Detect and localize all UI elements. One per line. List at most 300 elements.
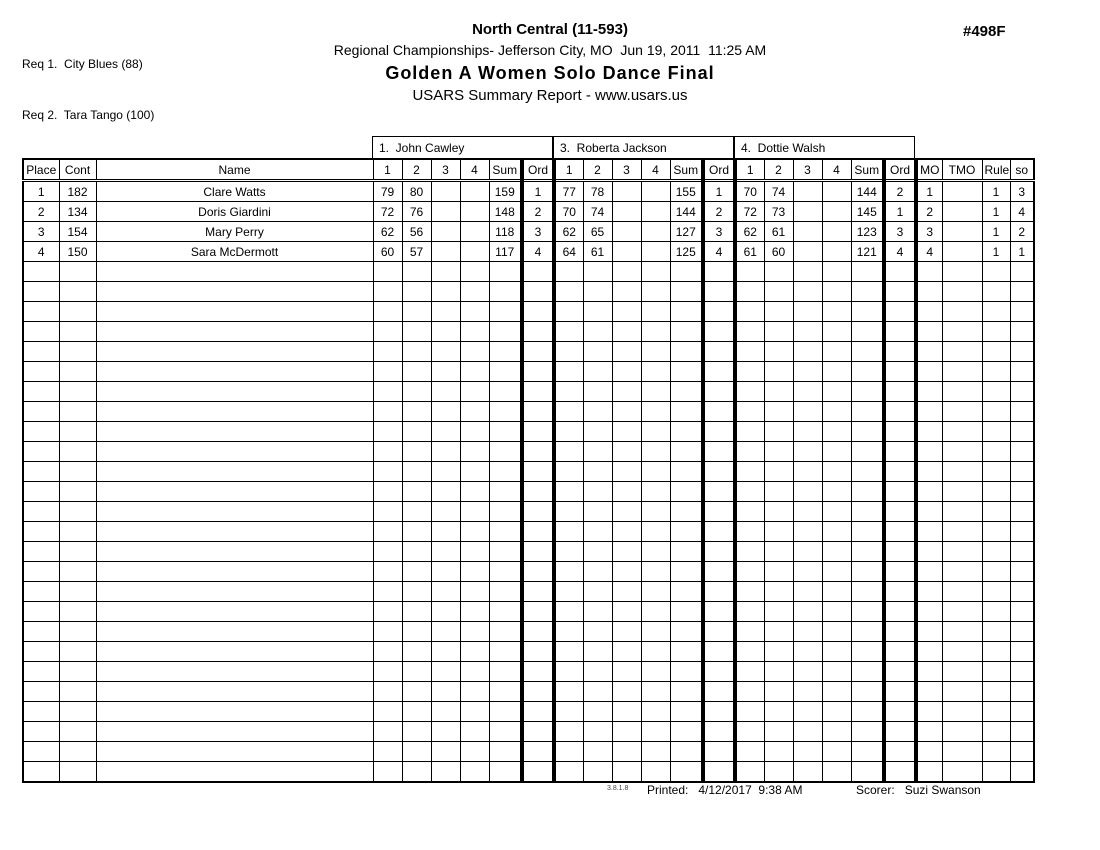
sum-value: 144 [670,202,703,222]
score-value [402,582,431,602]
rule-value [982,382,1010,402]
col-header-cont: Cont [59,159,96,181]
score-value [583,422,612,442]
score-value [735,542,764,562]
ordinal-value [884,322,916,342]
score-value [554,282,583,302]
score-value [735,522,764,542]
score-value [793,722,822,742]
score-value [764,582,793,602]
score-value [460,482,489,502]
ordinal-value [522,562,554,582]
ordinal-value [703,702,735,722]
skater-name [96,342,373,362]
tmo-value [942,662,982,682]
place-value: 3 [23,222,59,242]
majority-ordinal-value [916,642,942,662]
score-value: 61 [764,222,793,242]
sum-value: 145 [851,202,884,222]
sum-value [489,562,522,582]
rule-value [982,702,1010,722]
score-value [460,262,489,282]
ordinal-value: 4 [884,242,916,262]
score-value [735,342,764,362]
ordinal-value [703,322,735,342]
score-value [373,362,402,382]
score-value [822,181,851,202]
score-value [554,742,583,762]
place-value [23,262,59,282]
ordinal-value [522,422,554,442]
score-value [583,462,612,482]
score-value [431,582,460,602]
score-value [641,302,670,322]
score-value [431,462,460,482]
score-value: 62 [735,222,764,242]
ordinal-value [522,542,554,562]
sum-value: 118 [489,222,522,242]
score-value [612,482,641,502]
score-value [822,562,851,582]
place-value [23,742,59,762]
score-value [431,302,460,322]
table-row [23,222,1034,242]
place-value [23,542,59,562]
score-value [793,622,822,642]
score-value [431,202,460,222]
rule-value [982,622,1010,642]
score-value [431,322,460,342]
so-value [1010,362,1034,382]
score-value [612,702,641,722]
skater-name [96,682,373,702]
score-value [373,742,402,762]
score-value [431,181,460,202]
majority-ordinal-value [916,702,942,722]
ordinal-value [703,402,735,422]
so-value: 3 [1010,181,1034,202]
skater-name [96,702,373,722]
scorer-label: Scorer: [856,783,895,797]
ordinal-value: 2 [703,202,735,222]
score-value [402,622,431,642]
contestant-number [59,702,96,722]
sum-value [489,402,522,422]
score-table-body [23,181,1034,783]
score-value [460,302,489,322]
col-header-name: Name [96,159,373,181]
score-value [793,562,822,582]
empty-row [23,362,1034,382]
score-value [460,742,489,762]
ordinal-value [703,582,735,602]
place-value [23,502,59,522]
score-value [583,402,612,422]
score-value [735,702,764,722]
contestant-number [59,502,96,522]
score-value [735,762,764,783]
skater-name [96,522,373,542]
ordinal-value [522,342,554,362]
score-value [583,542,612,562]
so-value [1010,662,1034,682]
contestant-number [59,562,96,582]
score-value [793,322,822,342]
tmo-value [942,342,982,362]
skater-name [96,362,373,382]
score-value [612,322,641,342]
score-value [735,262,764,282]
ordinal-value [884,662,916,682]
contestant-number: 150 [59,242,96,262]
score-value [641,402,670,422]
skater-name [96,482,373,502]
score-value [460,462,489,482]
score-value [373,462,402,482]
contestant-number [59,602,96,622]
majority-ordinal-value [916,582,942,602]
sum-value [851,302,884,322]
ordinal-value [703,762,735,783]
sum-value [670,562,703,582]
score-value [641,382,670,402]
majority-ordinal-value [916,322,942,342]
report-number: #498F [963,23,1006,40]
ordinal-value: 1 [703,181,735,202]
score-value: 72 [373,202,402,222]
score-value [402,562,431,582]
skater-name: Doris Giardini [96,202,373,222]
sum-value [851,462,884,482]
score-value [641,562,670,582]
rule-value [982,602,1010,622]
ordinal-value [522,302,554,322]
score-value [612,362,641,382]
score-value [641,602,670,622]
place-value [23,322,59,342]
place-value [23,722,59,742]
ordinal-value [522,482,554,502]
score-value [735,622,764,642]
score-value [431,622,460,642]
skater-name: Clare Watts [96,181,373,202]
sum-value [851,562,884,582]
score-value [431,642,460,662]
skater-name [96,382,373,402]
table-row [23,242,1034,262]
rule-value [982,262,1010,282]
majority-ordinal-value [916,342,942,362]
score-value [793,442,822,462]
col-header-sum: Sum [670,159,703,181]
score-value [373,542,402,562]
score-value [764,602,793,622]
ordinal-value [522,462,554,482]
score-value [764,522,793,542]
score-value [460,642,489,662]
tmo-value [942,722,982,742]
sum-value [489,482,522,502]
score-value [373,322,402,342]
region-title: North Central (11-593) [472,21,628,38]
score-value [554,622,583,642]
ordinal-value [703,282,735,302]
contestant-number [59,422,96,442]
score-value [793,181,822,202]
score-value: 72 [735,202,764,222]
score-value: 60 [764,242,793,262]
so-value [1010,402,1034,422]
empty-row [23,402,1034,422]
score-value [822,682,851,702]
ordinal-value: 3 [884,222,916,242]
score-value [764,682,793,702]
score-value [460,342,489,362]
software-version: 3.8.1.8 [607,785,629,792]
score-value [735,382,764,402]
score-value [402,362,431,382]
empty-row [23,542,1034,562]
ordinal-value [703,602,735,622]
place-value [23,302,59,322]
score-value [793,202,822,222]
sum-value [489,362,522,382]
place-value [23,622,59,642]
sum-value [851,742,884,762]
rule-value [982,542,1010,562]
score-value: 57 [402,242,431,262]
score-value [641,722,670,742]
score-value: 61 [583,242,612,262]
empty-row [23,422,1034,442]
so-value [1010,682,1034,702]
score-value [641,202,670,222]
so-value [1010,582,1034,602]
score-value [641,342,670,362]
rule-value [982,522,1010,542]
sum-value [670,342,703,362]
contestant-number [59,762,96,783]
empty-row [23,622,1034,642]
sum-value [489,262,522,282]
skater-name [96,562,373,582]
score-value [554,562,583,582]
score-value: 76 [402,202,431,222]
score-value: 65 [583,222,612,242]
score-value [641,222,670,242]
ordinal-value [884,302,916,322]
score-value [612,442,641,462]
sum-value [851,762,884,783]
score-value [764,502,793,522]
ordinal-value [703,722,735,742]
score-value [612,422,641,442]
score-value [583,582,612,602]
ordinal-value [522,602,554,622]
rule-value: 1 [982,222,1010,242]
score-value [822,342,851,362]
place-value [23,662,59,682]
report-title: USARS Summary Report - www.usars.us [412,87,688,104]
ordinal-value [703,462,735,482]
score-value [641,702,670,722]
empty-row [23,382,1034,402]
score-value [822,602,851,622]
score-value [583,362,612,382]
score-value [735,662,764,682]
score-value [431,262,460,282]
so-value: 1 [1010,242,1034,262]
tmo-value [942,222,982,242]
score-value [793,402,822,422]
place-value [23,462,59,482]
contestant-number [59,322,96,342]
score-value [735,582,764,602]
ordinal-value [884,602,916,622]
score-value [554,582,583,602]
ordinal-value [522,622,554,642]
score-value [402,522,431,542]
score-value [612,622,641,642]
score-value [641,322,670,342]
score-value [460,682,489,702]
sum-value: 144 [851,181,884,202]
rule-value [982,502,1010,522]
score-value [612,542,641,562]
sum-value [670,322,703,342]
score-value [460,282,489,302]
so-value [1010,302,1034,322]
score-value [822,382,851,402]
ordinal-value [703,262,735,282]
score-value [583,682,612,702]
ordinal-value: 1 [884,202,916,222]
sum-value: 123 [851,222,884,242]
score-value: 60 [373,242,402,262]
sum-value [851,482,884,502]
score-value [554,422,583,442]
score-value [402,482,431,502]
score-value: 78 [583,181,612,202]
tmo-value [942,642,982,662]
score-value [431,602,460,622]
score-value [554,762,583,783]
score-value [583,282,612,302]
ordinal-value [884,582,916,602]
score-value [583,742,612,762]
score-value [641,482,670,502]
place-value [23,402,59,422]
ordinal-value [884,722,916,742]
sum-value [670,722,703,742]
empty-row [23,582,1034,602]
ordinal-value [884,402,916,422]
rule-value [982,642,1010,662]
score-value [612,722,641,742]
so-value: 2 [1010,222,1034,242]
sum-value [670,362,703,382]
score-value [793,242,822,262]
score-value: 73 [764,202,793,222]
place-value: 1 [23,181,59,202]
score-value [641,422,670,442]
majority-ordinal-value [916,482,942,502]
score-value [373,402,402,422]
sum-value [670,302,703,322]
ordinal-value: 4 [703,242,735,262]
score-value [554,482,583,502]
sum-value [489,642,522,662]
score-value [373,522,402,542]
place-value [23,442,59,462]
table-row [23,202,1034,222]
ordinal-value [522,442,554,462]
tmo-value [942,702,982,722]
contestant-number [59,302,96,322]
requirement-line-2: Req 2. Tara Tango (100) [22,108,155,122]
score-value [554,302,583,322]
score-value [554,502,583,522]
score-value [402,262,431,282]
score-value [431,222,460,242]
sum-value [851,522,884,542]
empty-row [23,522,1034,542]
score-value [583,522,612,542]
sum-value [670,282,703,302]
ordinal-value [884,522,916,542]
score-value [431,282,460,302]
ordinal-value [884,282,916,302]
col-header-score-1: 1 [554,159,583,181]
majority-ordinal-value [916,442,942,462]
score-value [764,362,793,382]
col-header-score-2: 2 [764,159,793,181]
ordinal-value [703,442,735,462]
score-value [641,462,670,482]
score-value [822,582,851,602]
score-value [460,542,489,562]
col-header-score-1: 1 [373,159,402,181]
score-value [402,282,431,302]
score-value [431,422,460,442]
score-value [612,302,641,322]
majority-ordinal-value [916,362,942,382]
score-value [735,442,764,462]
so-value [1010,342,1034,362]
majority-ordinal-value: 3 [916,222,942,242]
ordinal-value: 3 [522,222,554,242]
score-value [460,362,489,382]
place-value [23,382,59,402]
score-value [822,702,851,722]
score-value [612,462,641,482]
sum-value: 159 [489,181,522,202]
score-value [612,662,641,682]
tmo-value [942,181,982,202]
col-header-score-4: 4 [822,159,851,181]
skater-name [96,642,373,662]
score-value [612,582,641,602]
sum-value [489,522,522,542]
empty-row [23,682,1034,702]
score-value: 64 [554,242,583,262]
rule-value [982,662,1010,682]
score-value [822,202,851,222]
score-value [554,542,583,562]
sum-value [670,602,703,622]
sum-value [489,382,522,402]
so-value [1010,622,1034,642]
